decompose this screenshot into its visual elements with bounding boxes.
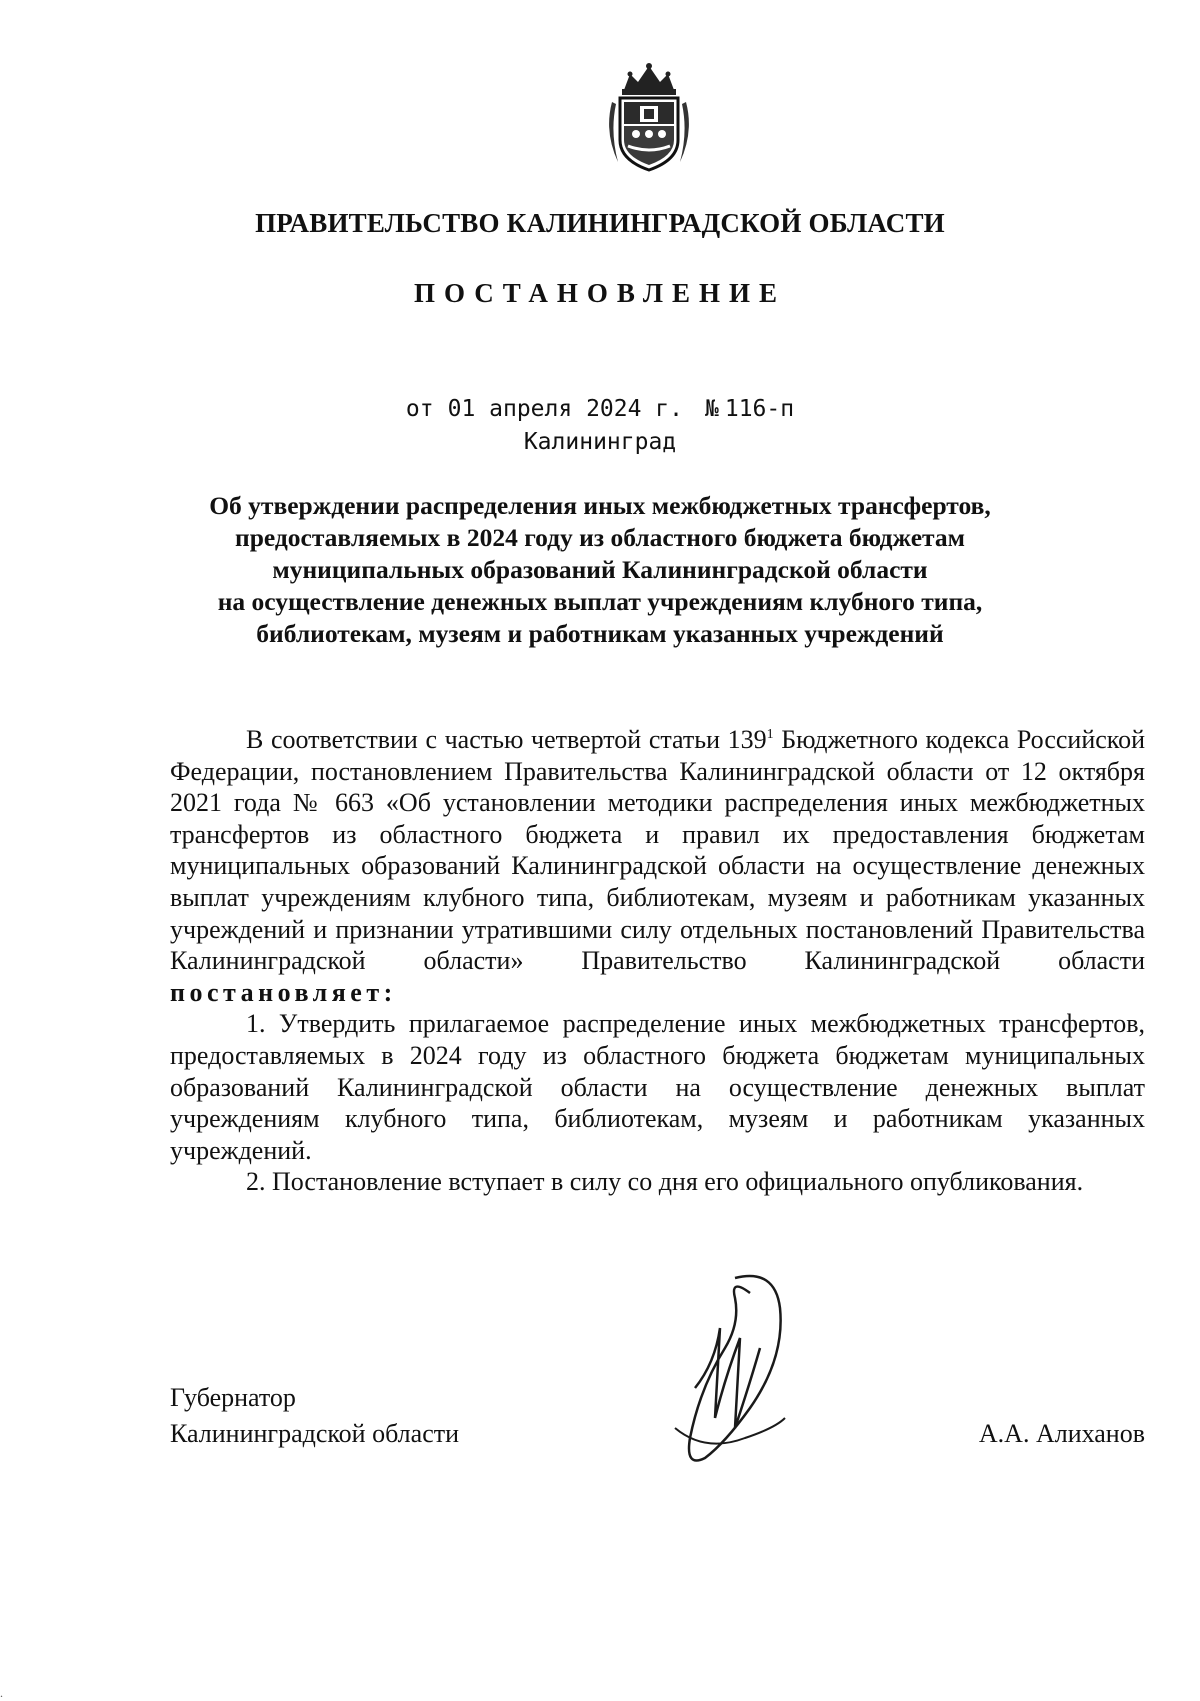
list-item: 1. Утвердить прилагаемое распределение иных межбюджетных трансфертов, предоставляемых в 2024 году из областного бюджета бюджетам муниципальных образований Калининградской области на осуществление денежных выплат учреждениям клубного типа, библиотекам, музеям и работникам указанных учреждений.: [170, 1009, 1145, 1165]
number-label: №: [705, 396, 719, 422]
position-line: Губернатор: [170, 1383, 296, 1412]
title-line: на осуществление денежных выплат учреждениям клубного типа,: [217, 587, 983, 616]
position-line: Калининградской области: [170, 1419, 460, 1448]
handwritten-signature-icon: [665, 1268, 805, 1468]
document-number: 116-п: [724, 396, 795, 422]
document-type: ПОСТАНОВЛЕНИЕ: [413, 278, 787, 308]
corner-mark: .: [0, 1686, 3, 1700]
title-line: муниципальных образований Калининградской области: [272, 555, 928, 584]
list-item: 2. Постановление вступает в силу со дня его официального опубликования.: [246, 1167, 1084, 1197]
preamble-paragraph: [170, 724, 1145, 1008]
date-prefix: от: [405, 396, 434, 422]
coat-of-arms-icon: [602, 62, 696, 174]
article-superscript: 1: [766, 727, 774, 742]
document-city: Калининград: [523, 429, 677, 455]
title-line: библиотекам, музеям и работникам указанных учреждений: [256, 619, 944, 648]
signatory-position: [170, 1380, 459, 1452]
title-line: Об утверждении распределения иных межбюджетных трансфертов,: [209, 491, 991, 520]
document-dateline: [0, 396, 1200, 422]
preamble-text-end: Бюджетного кодекса Российской Федерации, постановлением Правительства Калининградской области от 12 октября 2021 года № 663 «Об установлении методики распределения иных межбюджетных трансфертов из областного бюджета и правил их предоставления бюджетам муниципальных образований Калининградской области на осуществление денежных выплат учреждениям клубного типа, библиотекам, музеям и работникам указанных учреждений и признании утратившими силу отдельных постановлений Правительства Калининградской области» Правительство Калининградской области: [170, 725, 1146, 976]
preamble-text-start: В соответствии с частью четвертой статьи 139: [246, 725, 767, 754]
document-title: [130, 490, 1070, 650]
document-date: 01 апреля 2024 г.: [447, 396, 683, 422]
document-body: [170, 724, 1145, 1198]
title-line: предоставляемых в 2024 году из областного бюджета бюджетам: [235, 523, 965, 552]
signatory-name: А.А. Алиханов: [978, 1419, 1145, 1448]
resolves-keyword: постановляет:: [170, 977, 397, 1007]
organization-name: ПРАВИТЕЛЬСТВО КАЛИНИНГРАДСКОЙ ОБЛАСТИ: [255, 208, 945, 238]
